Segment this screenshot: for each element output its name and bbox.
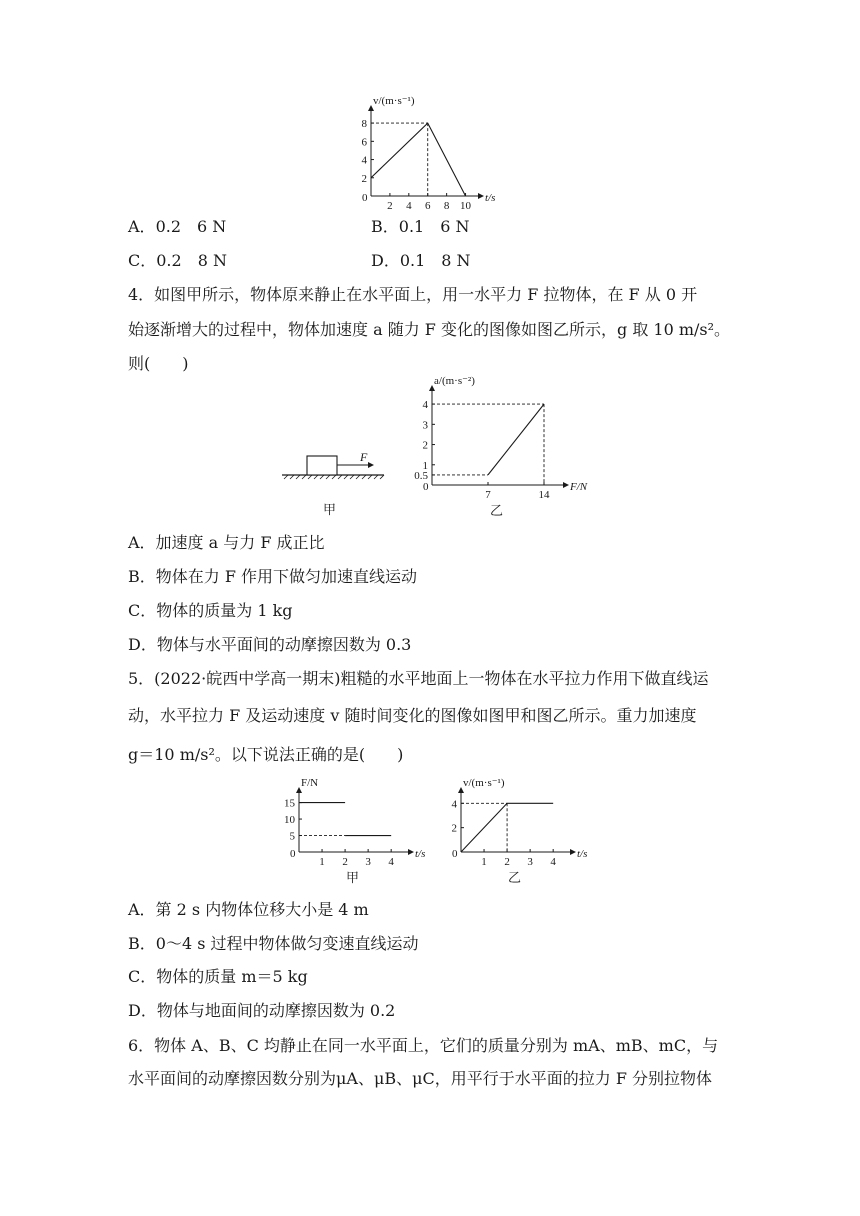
y-tick-label: 10 (284, 814, 295, 827)
q5-option-d: D．物体与地面间的动摩擦因数为 0.2 (128, 1001, 396, 1020)
q6-stem-line-2: 水平面间的动摩擦因数分别为μA、μB、μC，用平行于水平面的拉力 F 分别拉物体 (128, 1069, 713, 1088)
y-tick-label: 4 (361, 154, 367, 167)
x-tick-label: 8 (443, 200, 450, 212)
q4-stem-line-2: 始逐渐增大的过程中，物体加速度 a 随力 F 变化的图像如图乙所示，g 取 10 m/s²。 (128, 320, 731, 339)
y-tick-label: 1 (422, 459, 428, 472)
q3-option-d-text: 0.1 8 N (399, 251, 471, 270)
q5-option-b: B．0～4 s 过程中物体做匀变速直线运动 (128, 934, 419, 953)
x-tick-label: 1 (481, 856, 487, 868)
y-tick-label: 2 (361, 172, 367, 185)
x-tick-label: 2 (342, 856, 348, 868)
q5-stem-line-3: g＝10 m/s²。以下说法正确的是( ) (128, 745, 404, 764)
y-tick-label: 15 (284, 797, 295, 810)
x-tick-label: 2 (504, 856, 510, 868)
origin-label: 0 (423, 481, 429, 493)
q5-stem-line-1: 5．(2022·皖西中学高一期末)粗糙的水平地面上一物体在水平拉力作用下做直线运 (128, 669, 709, 688)
x-tick-label: 3 (365, 856, 371, 868)
y-tick-label: 4 (451, 798, 457, 811)
q4-option-c: C．物体的质量为 1 kg (128, 601, 293, 620)
x-tick-label: 4 (550, 856, 556, 868)
figure-caption: 乙 (490, 503, 504, 518)
q6-stem-line-1: 6．物体 A、B、C 均静止在同一水平面上，它们的质量分别为 mA、mB、mC，与 (128, 1036, 719, 1055)
x-axis-label: t/s (485, 192, 496, 204)
y-tick-label: 4 (422, 399, 428, 412)
q3-option-a-text: 0.2 6 N (155, 217, 227, 236)
x-tick-label: 1 (319, 856, 325, 868)
x-axis-label: F/N (570, 481, 588, 493)
q3-option-c-letter: C． (128, 251, 157, 270)
q3-option-b-text: 0.1 6 N (398, 217, 470, 236)
y-tick-label: 8 (361, 118, 367, 131)
y-tick-label: 0.5 (414, 469, 428, 482)
q3-option-c-text: 0.2 8 N (156, 251, 227, 270)
x-axis-label: t/s (415, 848, 426, 860)
x-tick-label: 3 (527, 856, 533, 868)
x-tick-label: 6 (424, 200, 431, 212)
y-tick-label: 2 (422, 439, 428, 452)
y-axis-label: a/(m·s⁻²) (434, 375, 475, 387)
origin-label: 0 (452, 848, 458, 860)
figure-caption-jia: 甲 (323, 502, 337, 517)
y-tick-label: 6 (361, 136, 367, 149)
y-axis-label: F/N (301, 777, 319, 789)
q5-option-c: C．物体的质量 m＝5 kg (128, 967, 308, 986)
x-tick-label: 4 (406, 200, 412, 212)
q3-option-a-letter: A． (128, 217, 156, 236)
q4-option-b: B．物体在力 F 作用下做匀加速直线运动 (128, 567, 418, 586)
y-axis-label: v/(m·s⁻¹) (373, 95, 415, 107)
y-tick-label: 3 (422, 419, 428, 432)
y-tick-label: 2 (451, 822, 457, 835)
x-tick-label: 4 (388, 856, 394, 868)
q4-option-a: A．加速度 a 与力 F 成正比 (128, 533, 325, 552)
x-tick-label: 10 (460, 200, 472, 212)
figure-caption: 乙 (508, 870, 522, 885)
y-tick-label: 5 (289, 830, 295, 843)
x-tick-label: 2 (387, 200, 393, 212)
q5-stem-line-2: 动，水平拉力 F 及运动速度 v 随时间变化的图像如图甲和图乙所示。重力加速度 (128, 706, 697, 725)
origin-label: 0 (362, 192, 368, 204)
q5-option-a: A．第 2 s 内物体位移大小是 4 m (128, 900, 369, 919)
x-tick-label: 7 (485, 489, 491, 501)
force-label: F (360, 450, 368, 464)
q4-stem-line-3: 则( ) (128, 354, 189, 373)
y-axis-label: v/(m·s⁻¹) (463, 777, 505, 789)
q3-option-b-letter: B． (371, 217, 399, 236)
q4-option-d: D．物体与水平面间的动摩擦因数为 0.3 (128, 635, 412, 654)
x-tick-label: 14 (538, 489, 550, 501)
figure-caption: 甲 (346, 870, 360, 885)
origin-label: 0 (290, 848, 296, 860)
q4-stem-line-1: 4．如图甲所示，物体原来静止在水平面上，用一水平力 F 拉物体，在 F 从 0 开 (128, 285, 698, 304)
x-axis-label: t/s (577, 848, 588, 860)
q3-option-d-letter: D． (371, 251, 400, 270)
